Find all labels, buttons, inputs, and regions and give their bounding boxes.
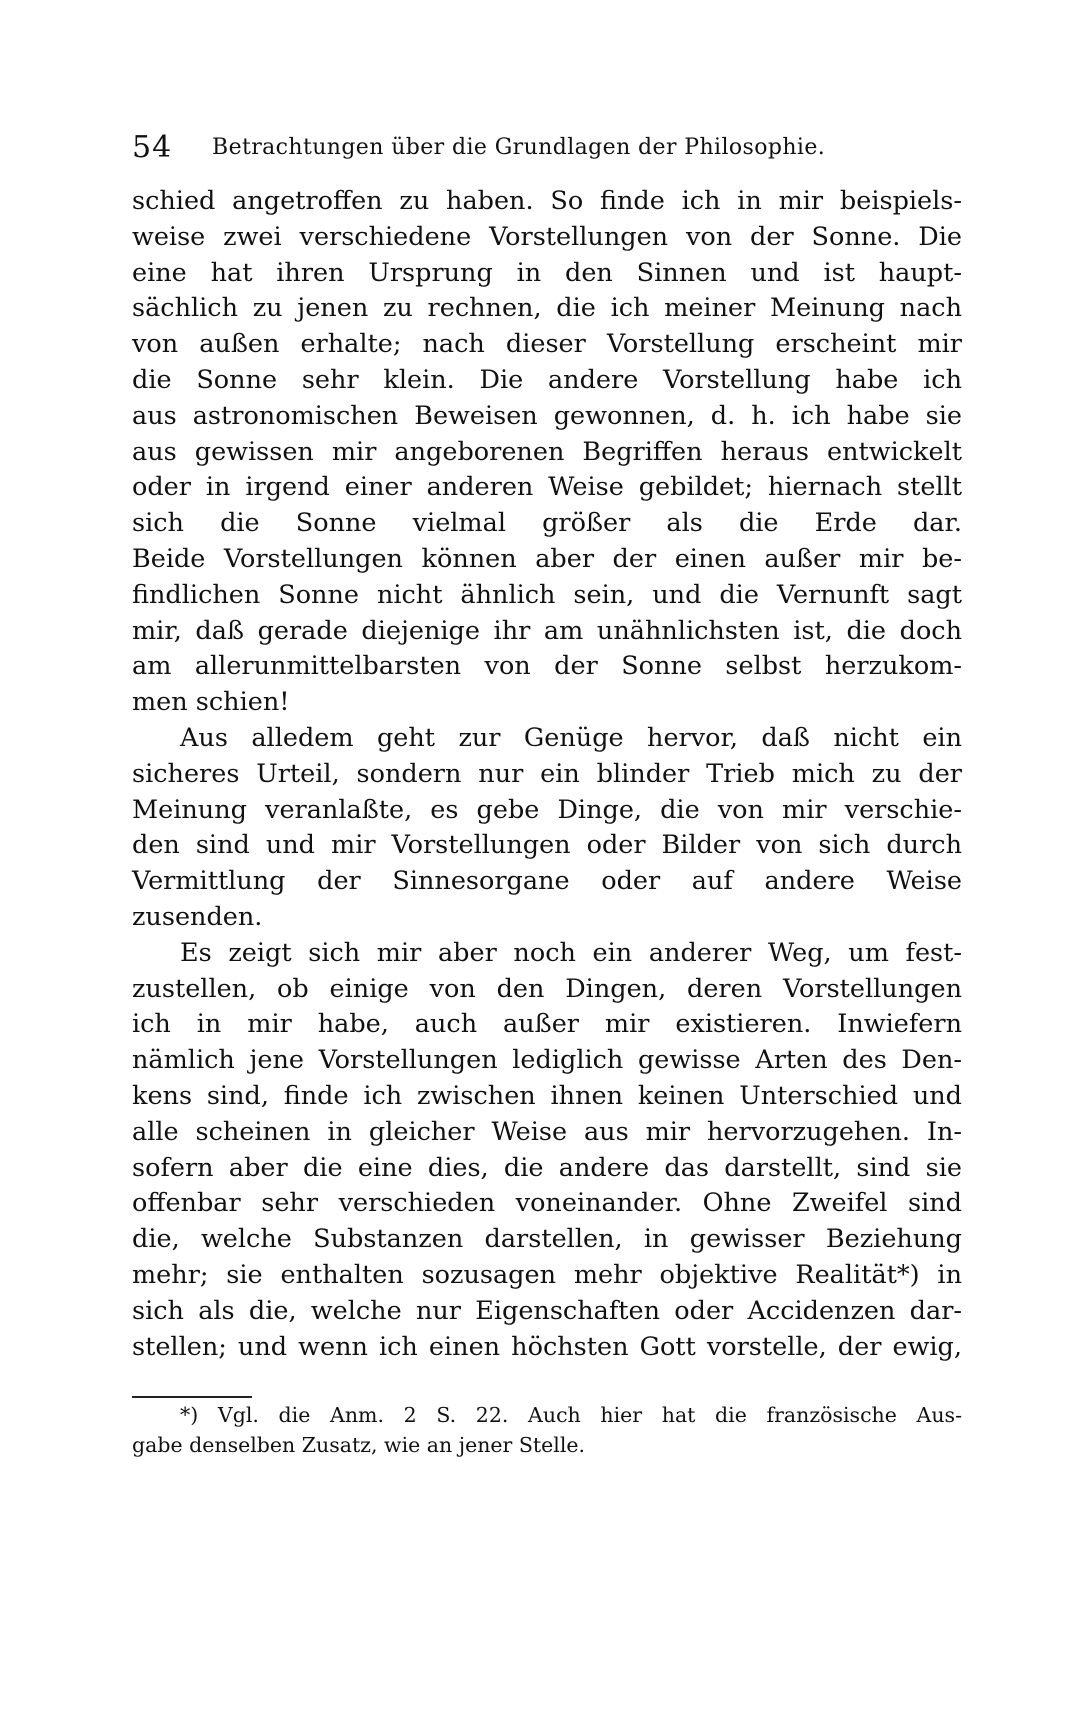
text-line: nämlich jene Vorstellungen lediglich gewisse Arten des Den- [132, 1045, 962, 1076]
text-line: Beide Vorstellungen können aber der einen außer mir be- [132, 543, 962, 574]
paragraph-end-line: zusenden. [132, 901, 263, 932]
text-line: sich die Sonne vielmal größer als die Erde dar. [132, 508, 962, 539]
footnote [132, 1400, 962, 1460]
text-line: offenbar sehr verschieden voneinander. Ohne Zweifel sind [132, 1188, 962, 1219]
text-line: kens sind, finde ich zwischen ihnen keinen Unterschied und [132, 1080, 962, 1111]
text-line: sicheres Urteil, sondern nur ein blinder Trieb mich zu der [132, 758, 962, 789]
page-header [132, 128, 962, 168]
text-line: die, welche Substanzen darstellen, in gewisser Beziehung [132, 1224, 962, 1255]
text-line: zustellen, ob einige von den Dingen, deren Vorstellungen [132, 973, 962, 1004]
paragraph-start-line: Es zeigt sich mir aber noch ein anderer Weg, um fest- [180, 937, 962, 968]
footnote-line: *) Vgl. die Anm. 2 S. 22. Auch hier hat die französische Aus- [180, 1403, 962, 1427]
footnote-line: gabe denselben Zusatz, wie an jener Stelle. [132, 1433, 586, 1457]
text-line: ich in mir habe, auch außer mir existieren. Inwiefern [132, 1009, 962, 1040]
text-line: aus astronomischen Beweisen gewonnen, d. h. ich habe sie [132, 400, 962, 431]
text-line: den sind und mir Vorstellungen oder Bilder von sich durch [132, 830, 962, 861]
text-line: weise zwei verschiedene Vorstellungen von der Sonne. Die [132, 221, 962, 252]
text-line: oder in irgend einer anderen Weise gebildet; hiernach stellt [132, 472, 962, 503]
text-line: die Sonne sehr klein. Die andere Vorstellung habe ich [132, 364, 962, 395]
text-line: aus gewissen mir angeborenen Begriffen heraus entwickelt [132, 436, 962, 467]
text-line: mehr; sie enthalten sozusagen mehr objektive Realität*) in [132, 1259, 962, 1290]
text-line: schied angetroffen zu haben. So finde ich in mir beispiels- [132, 186, 962, 216]
text-line: sofern aber die eine dies, die andere das darstellt, sind sie [132, 1152, 962, 1183]
text-line: eine hat ihren Ursprung in den Sinnen und ist haupt- [132, 257, 962, 288]
text-line: stellen; und wenn ich einen höchsten Gott vorstelle, der ewig, [132, 1331, 962, 1362]
text-line: mir, daß gerade diejenige ihr am unähnlichsten ist, die doch [132, 615, 962, 646]
page-number: 54 [132, 130, 173, 165]
body-text [132, 184, 962, 1365]
text-line: am allerunmittelbarsten von der Sonne selbst herzukom- [132, 651, 962, 682]
text-line: alle scheinen in gleicher Weise aus mir hervorzugehen. In- [132, 1116, 962, 1147]
paragraph-end-line: men schien! [132, 687, 290, 718]
text-line: findlichen Sonne nicht ähnlich sein, und die Vernunft sagt [132, 579, 962, 610]
text-line: sich als die, welche nur Eigenschaften oder Accidenzen dar- [132, 1295, 962, 1326]
paragraph-start-line: Aus alledem geht zur Genüge hervor, daß nicht ein [180, 722, 962, 753]
text-line: von außen erhalte; nach dieser Vorstellung erscheint mir [132, 329, 962, 360]
text-line: sächlich zu jenen zu rechnen, die ich meiner Meinung nach [132, 293, 962, 324]
text-line: Meinung veranlaßte, es gebe Dinge, die von mir verschie- [132, 794, 962, 825]
running-head: Betrachtungen über die Grundlagen der Philosophie. [212, 135, 826, 160]
footnote-divider [132, 1396, 252, 1398]
text-line: Vermittlung der Sinnesorgane oder auf andere Weise [132, 866, 962, 897]
